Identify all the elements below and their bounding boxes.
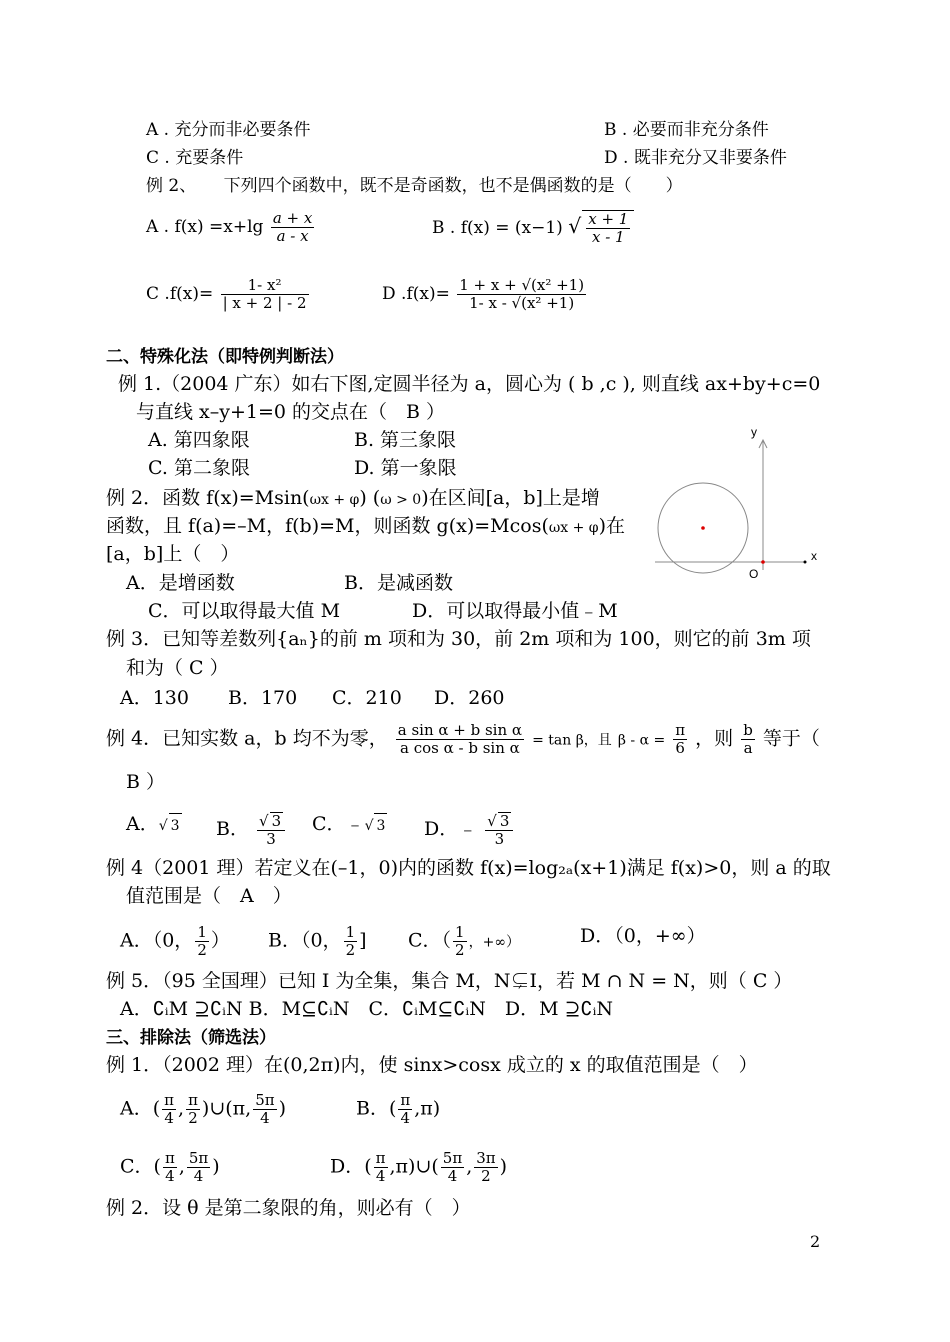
fraction: $\frac{x + 1}{x - 1}$ (588, 210, 629, 246)
fraction: $\frac{\text{1- x²}}{| x + 2 | - 2}$ (222, 276, 307, 312)
section3-example-2: 例 2．设 θ 是第二象限的角，则必有（ ） (106, 1197, 471, 1219)
page-number: 2 (810, 1232, 821, 1251)
fraction: $\frac{b}{a}$ (743, 721, 753, 757)
ex3-option-d: D．260 (434, 687, 505, 709)
ex3-option-a: A．130 (120, 687, 189, 709)
example-4-answer: B ） (126, 771, 166, 793)
fraction: $\frac{\text{1 + x + √(x² +1)}}{\text{1- x - √(x² +1)}}$ (459, 276, 585, 312)
example-4-question: 例 4．已知实数 a，b 均不为零， $\frac{\text{a sin α + b sin α}}{\text{a cos α - b sin α}}$ = tan β，且 β - α = $\frac{\pi}{6}$ ，则 $\frac{b}{a}$ 等于（ (106, 721, 820, 757)
sec3-option-a: A．( $\frac{\pi}{4}$ , $\frac{\pi}{2}$ )∪(π, $\frac{5\pi}{4}$ ) (120, 1091, 287, 1127)
example-5-options: A．∁ᵢM ⊇∁ᵢN B．M⊆∁ᵢN C．∁ᵢM⊆∁ᵢN D．M ⊇∁ᵢN (120, 998, 614, 1020)
sec3-option-d: D．( $\frac{\pi}{4}$ ,π)∪( $\frac{5\pi}{4}$ , $\frac{3\pi}{2}$ ) (330, 1149, 508, 1185)
tangent-dot (761, 560, 765, 564)
circle-figure (645, 420, 825, 590)
example-2-line-1: 例 2．函数 f(x)=Msin(ωx + φ) (ω > 0)在区间[a，b]上是增 (106, 487, 600, 509)
sqrt-sign: √ (568, 214, 582, 238)
ex2-option-b: B．是减函数 (344, 572, 453, 594)
fraction: $\frac{1}{2}$ (345, 923, 356, 959)
ex2-option-a: A．是增函数 (126, 572, 235, 594)
ex4-option-c: C．﹣√ 3 (312, 812, 387, 838)
fraction: $\frac{1}{2}$ (455, 923, 465, 959)
fraction: $\frac{1}{2}$ (197, 923, 207, 959)
example-3-line-1: 例 3．已知等差数列{aₙ}的前 m 项和为 30，前 2m 项和为 100，则它的前 3m 项 (106, 628, 811, 650)
section-heading: 二、特殊化法（即特例判断法） (106, 347, 344, 367)
ex1-option-a: A. 第四象限 (148, 429, 250, 451)
example-2-line-2: 函数，且 f(a)=–M，f(b)=M，则函数 g(x)=Mcos(ωx + φ)在 (106, 515, 626, 537)
ex4b-option-b: B．（0， $\frac{1}{2}$ ] (268, 923, 367, 959)
example-1-line-2: 与直线 x–y+1=0 的交点在（ B ） (136, 401, 446, 423)
option-prefix: B . f(x) = (x−1) (432, 218, 563, 238)
ex4-option-d: D．﹣ $\frac{√ 3}{3}$ (424, 812, 515, 848)
question-text: 下列四个函数中，既不是奇函数，也不是偶函数的是（ ） (223, 176, 683, 196)
center-dot (701, 526, 705, 530)
origin-label: O (749, 567, 759, 581)
ex1-option-d: D. 第一象限 (354, 457, 457, 479)
ex1-option-b: B. 第三象限 (354, 429, 457, 451)
ex2-option-d: D．可以取得最小值﹣M (412, 600, 618, 622)
function-option-b (432, 210, 634, 246)
option-prefix: A . f(x) =x+lg (146, 217, 264, 237)
sec3-option-c: C．( $\frac{\pi}{4}$ , $\frac{5\pi}{4}$ ) (120, 1149, 220, 1185)
ex3-option-b: B．170 (228, 687, 298, 709)
option-prefix: D .f(x)= (382, 284, 450, 304)
fraction: $\frac{√ 3}{3}$ (485, 812, 513, 848)
fraction: $\frac{\text{a sin α + b sin α}}{\text{a cos α - b sin α}}$ (397, 721, 523, 757)
option-c: C . 充要条件 (146, 148, 244, 168)
fraction: $\frac{\pi}{6}$ (675, 721, 686, 757)
ex4b-option-d: D．（0，+∞） (580, 925, 706, 947)
ex2-option-c: C．可以取得最大值 M (148, 600, 341, 622)
option-a: A . 充分而非必要条件 (146, 120, 311, 140)
sec3-option-b: B．( $\frac{\pi}{4}$ ,π) (356, 1091, 441, 1127)
option-d: D . 既非充分又非要条件 (604, 148, 787, 168)
example-3-line-2: 和为（ C ） (126, 657, 229, 679)
ex1-option-c: C. 第二象限 (148, 457, 250, 479)
function-option-a (146, 210, 316, 245)
y-axis-label: y (751, 425, 757, 439)
example-2-line-3: [a，b]上（ ） (106, 543, 240, 565)
function-option-d (382, 277, 588, 312)
x-axis-end (804, 561, 807, 564)
example-1-line-1: 例 1.（2004 广东）如右下图,定圆半径为 a，圆心为 ( b ,c ), 则直线 ax+by+c=0 (118, 373, 821, 395)
ex3-option-c: C．210 (332, 687, 402, 709)
option-b: B . 必要而非充分条件 (604, 120, 769, 140)
ex4-option-a: A．√ 3 (126, 812, 182, 838)
function-option-c (146, 277, 311, 312)
section-heading: 三、排除法（筛选法） (106, 1028, 276, 1048)
fraction: $\frac{a + x}{a - x}$ (272, 209, 313, 245)
example-label: 例 2、 (146, 176, 197, 196)
ex4b-option-c: C．（ $\frac{1}{2}$ ，+∞） (408, 923, 520, 959)
ex4b-option-a: A．（0， $\frac{1}{2}$ ） (120, 923, 230, 959)
x-axis-label: x (811, 549, 817, 563)
section3-example-1: 例 1．（2002 理）在(0,2π)内，使 sinx>cosx 成立的 x 的取值范围是（ ） (106, 1054, 758, 1076)
option-prefix: C .f(x)= (146, 284, 214, 304)
example-2-question (146, 174, 683, 198)
fraction: $\frac{√ 3}{3}$ (257, 812, 285, 848)
example-4b-line-2: 值范围是（ A ） (126, 885, 292, 907)
example-4b-line-1: 例 4（2001 理）若定义在(–1，0)内的函数 f(x)=log₂ₐ(x+1)满足 f(x)>0，则 a 的取 (106, 857, 831, 879)
example-5-line-1: 例 5．（95 全国理）已知 I 为全集，集合 M，N⊊I，若 M ∩ N = N，则（ C ） (106, 970, 793, 992)
ex4-option-b: B． $\frac{√ 3}{3}$ (216, 812, 287, 848)
